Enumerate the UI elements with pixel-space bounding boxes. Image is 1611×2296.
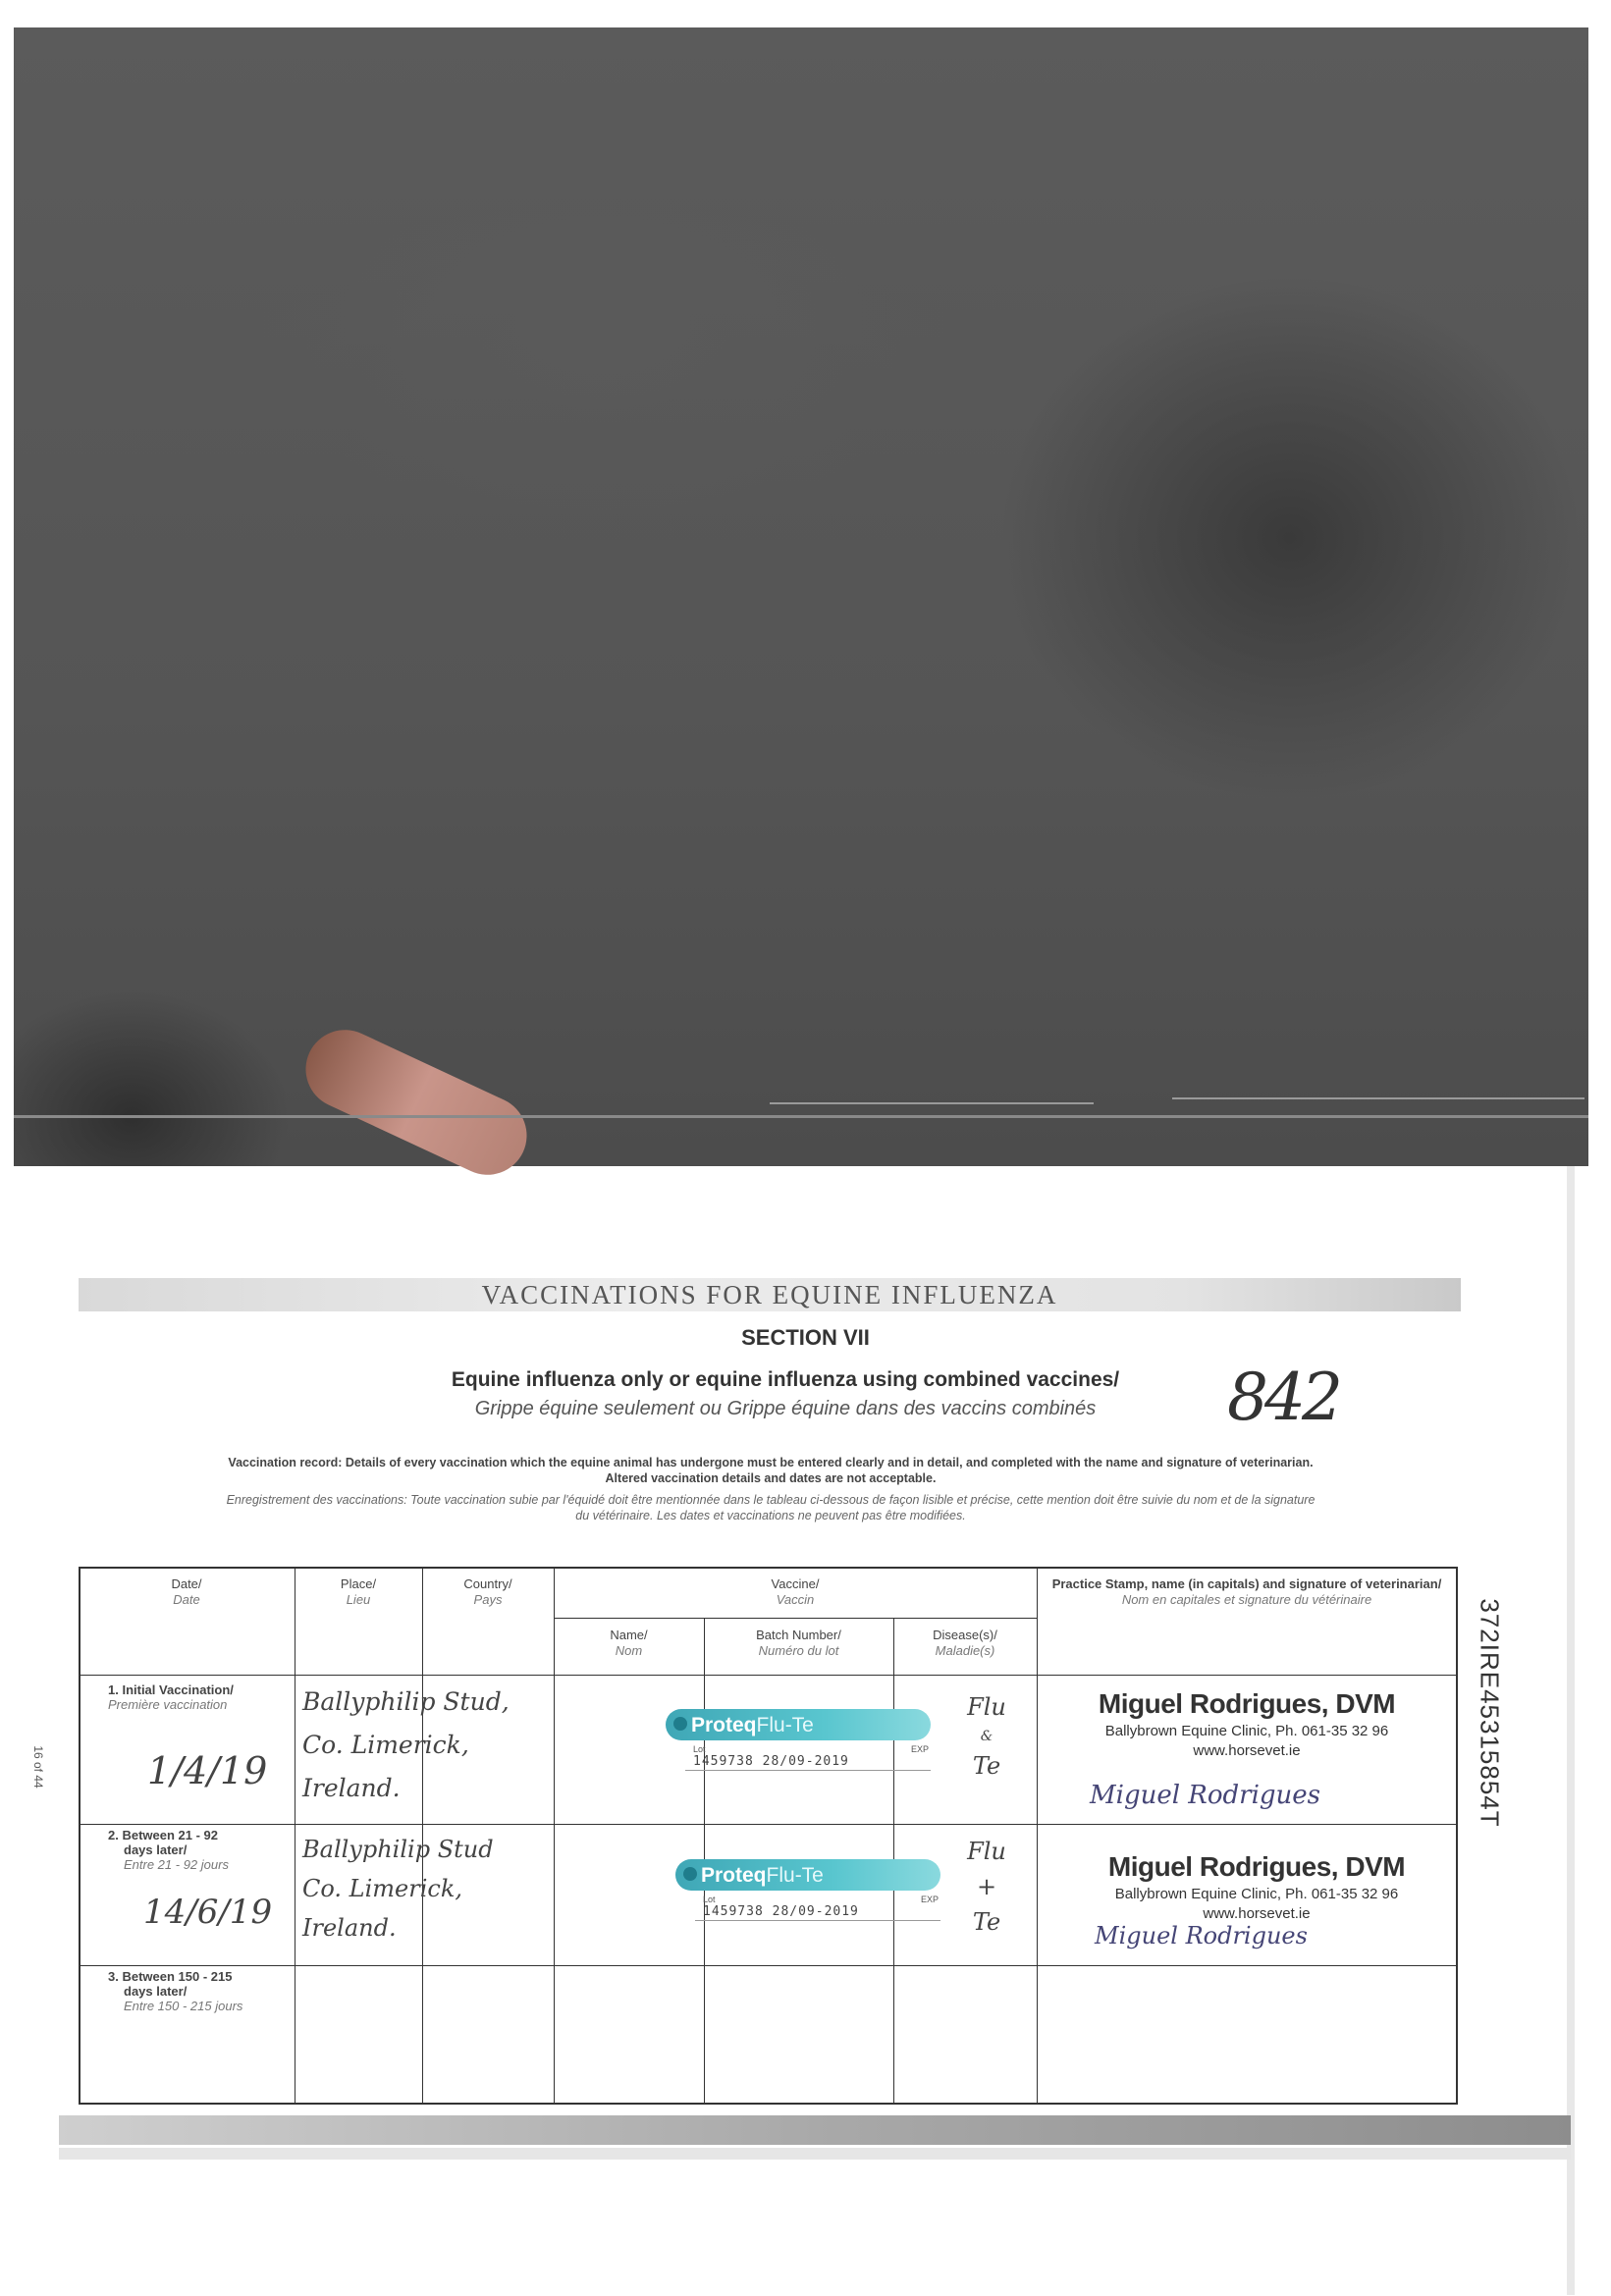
- row2-clinic: Ballybrown Equine Clinic, Ph. 061-35 32 96: [1114, 1886, 1399, 1902]
- row1-batch-number: 1459738 28/09-2019: [693, 1754, 849, 1769]
- header-date-fr: Date: [173, 1592, 200, 1607]
- background-photo: [14, 27, 1588, 1166]
- row1-place-line3: Ireland.: [302, 1774, 401, 1802]
- row2-vaccine-brand2: Flu-Te: [766, 1864, 824, 1887]
- row1-disease-line1: Flu: [967, 1693, 1006, 1721]
- row2-disease-line3: Te: [972, 1908, 1001, 1936]
- header-vaccine: [554, 1576, 1037, 1608]
- subtitle-french: Grippe équine seulement ou Grippe équine dans des vaccins combinés: [474, 1398, 1097, 1419]
- row1-vaccine-brand: Proteq: [691, 1714, 757, 1736]
- row1-signature: Miguel Rodrigues: [1090, 1781, 1321, 1810]
- row1-label-en: 1. Initial Vaccination/: [108, 1682, 234, 1697]
- row-divider: [79, 1675, 1458, 1676]
- header-place-en: Place/: [340, 1576, 377, 1591]
- header-place-fr: Lieu: [346, 1592, 371, 1607]
- sticker-underline: [695, 1920, 940, 1921]
- row1-clinic: Ballybrown Equine Clinic, Ph. 061-35 32 96: [1104, 1723, 1389, 1739]
- row-divider: [79, 1824, 1458, 1825]
- row2-vet-name: Miguel Rodrigues, DVM: [1107, 1851, 1406, 1882]
- row2-batch-number: 1459738 28/09-2019: [703, 1904, 859, 1919]
- intro-english: [83, 1455, 1458, 1486]
- row2-vaccine-brand: Proteq: [701, 1864, 767, 1887]
- vertical-id-text: 372IRE45315854T: [1475, 1598, 1505, 1828]
- header-name: [554, 1628, 704, 1659]
- header-stamp-en: Practice Stamp, name (in capitals) and signature of veterinarian/: [1051, 1576, 1442, 1591]
- section-title: SECTION VII: [741, 1325, 870, 1350]
- row1-website: www.horsevet.ie: [1193, 1742, 1301, 1759]
- header-name-en: Name/: [610, 1628, 648, 1642]
- row2-disease-line1: Flu: [967, 1838, 1006, 1865]
- row1-disease-line3: Te: [972, 1752, 1001, 1780]
- header-country-fr: Pays: [473, 1592, 503, 1607]
- row3-label-extra: days later/: [124, 1984, 188, 1999]
- row1-vet-stamp: [1060, 1688, 1433, 1759]
- row1-exp-label: EXP: [911, 1744, 930, 1754]
- row2-disease: [957, 1834, 1016, 1940]
- row2-date: 14/6/19: [143, 1893, 273, 1932]
- header-stamp-fr: Nom en capitales et signature du vétérinaire: [1121, 1592, 1372, 1607]
- page-count-text: 16 of 44: [31, 1745, 45, 1789]
- table-border: [79, 2103, 1458, 2105]
- page-edge-line: [770, 1102, 1094, 1104]
- column-divider: [1037, 1567, 1038, 2105]
- row2-vet-stamp: [1060, 1851, 1453, 1922]
- row2-disease-line2: +: [976, 1873, 997, 1900]
- header-disease: [893, 1628, 1037, 1659]
- row1-vaccine-sticker: [666, 1709, 940, 1772]
- intro-french: [83, 1492, 1458, 1523]
- banner-title: VACCINATIONS FOR EQUINE INFLUENZA: [79, 1278, 1461, 1311]
- row3-label-fr: Entre 150 - 215 jours: [124, 1999, 243, 2013]
- row2-website: www.horsevet.ie: [1203, 1905, 1311, 1922]
- row2-signature: Miguel Rodrigues: [1095, 1922, 1308, 1949]
- header-stamp: [1050, 1576, 1443, 1608]
- row1-disease: [957, 1686, 1016, 1787]
- handwritten-number: 842: [1227, 1360, 1339, 1435]
- intro-fr-line1: Enregistrement des vaccinations: Toute vaccination subie par l'équidé doit être mentionnée dans le tableau ci-dessous de façon lisible et précise, cette mention doit être suivie du nom et de la signature: [226, 1493, 1316, 1507]
- header-batch: [704, 1628, 893, 1659]
- row1-vaccine-name: [691, 1714, 814, 1737]
- sticker-underline: [685, 1770, 931, 1771]
- row1-label-fr: Première vaccination: [108, 1697, 228, 1712]
- row2-place-line1: Ballyphilip Stud: [302, 1836, 494, 1863]
- header-name-fr: Nom: [615, 1643, 643, 1658]
- header-country: [422, 1576, 554, 1608]
- row2-place-line3: Ireland.: [302, 1914, 397, 1942]
- page-edge-line: [1172, 1097, 1584, 1099]
- intro-en-line2: Altered vaccination details and dates are not acceptable.: [605, 1471, 937, 1485]
- header-batch-fr: Numéro du lot: [758, 1643, 839, 1658]
- subtitle-english: Equine influenza only or equine influenza using combined vaccines/: [451, 1368, 1120, 1391]
- scan-shadow-strip: [59, 2115, 1571, 2145]
- row1-disease-line2: &: [980, 1729, 993, 1744]
- row1-date: 1/4/19: [147, 1749, 268, 1792]
- row2-label-fr: Entre 21 - 92 jours: [124, 1857, 229, 1872]
- table-border: [79, 1567, 1458, 1569]
- vaccination-table: [79, 1567, 1458, 2105]
- row1-place: [302, 1681, 626, 1810]
- table-border: [79, 1567, 81, 2105]
- row1-label: [108, 1682, 234, 1712]
- row2-label: [108, 1828, 229, 1872]
- header-disease-fr: Maladie(s): [935, 1643, 995, 1658]
- page-count: [24, 1737, 53, 1796]
- row3-label-en: 3. Between 150 - 215: [108, 1969, 233, 1984]
- sticker-logo-icon: [673, 1717, 687, 1731]
- page-edge-line: [14, 1115, 1588, 1118]
- row1-place-line1: Ballyphilip Stud,: [302, 1687, 510, 1716]
- row2-vaccine-sticker: [675, 1859, 950, 1922]
- header-date-en: Date/: [171, 1576, 202, 1591]
- intro-en-line1: Vaccination record: Details of every vaccination which the equine animal has undergone must be entered clearly and in detail, and completed with the name and signature of veterinarian.: [228, 1456, 1314, 1469]
- header-vaccine-en: Vaccine/: [771, 1576, 820, 1591]
- header-place: [295, 1576, 422, 1608]
- row2-label-extra: days later/: [124, 1842, 188, 1857]
- header-date: [79, 1576, 295, 1608]
- header-country-en: Country/: [463, 1576, 512, 1591]
- row2-lot-label: Lot: [703, 1895, 716, 1904]
- row1-vaccine-brand2: Flu-Te: [756, 1714, 814, 1736]
- table-border: [1456, 1567, 1458, 2105]
- header-batch-en: Batch Number/: [756, 1628, 841, 1642]
- sticker-logo-icon: [683, 1867, 697, 1881]
- row2-vaccine-name: [701, 1864, 824, 1888]
- row2-exp-label: EXP: [921, 1895, 940, 1904]
- row-divider: [554, 1618, 1037, 1619]
- scan-edge-strip: [59, 2148, 1571, 2160]
- row1-place-line2: Co. Limerick,: [302, 1731, 469, 1759]
- header-disease-en: Disease(s)/: [933, 1628, 997, 1642]
- row2-place: [302, 1830, 626, 1948]
- row2-label-en: 2. Between 21 - 92: [108, 1828, 218, 1842]
- row1-vet-name: Miguel Rodrigues, DVM: [1098, 1688, 1396, 1719]
- header-vaccine-fr: Vaccin: [776, 1592, 815, 1607]
- row2-place-line2: Co. Limerick,: [302, 1875, 462, 1902]
- vertical-id: [1475, 1551, 1504, 1875]
- hand-shadow: [14, 891, 426, 1166]
- intro-fr-line2: du vétérinaire. Les dates et vaccinations ne peuvent pas être modifiées.: [575, 1509, 966, 1522]
- row-divider: [79, 1965, 1458, 1966]
- row3-label: [108, 1969, 242, 2013]
- row1-lot-label: Lot: [693, 1744, 706, 1754]
